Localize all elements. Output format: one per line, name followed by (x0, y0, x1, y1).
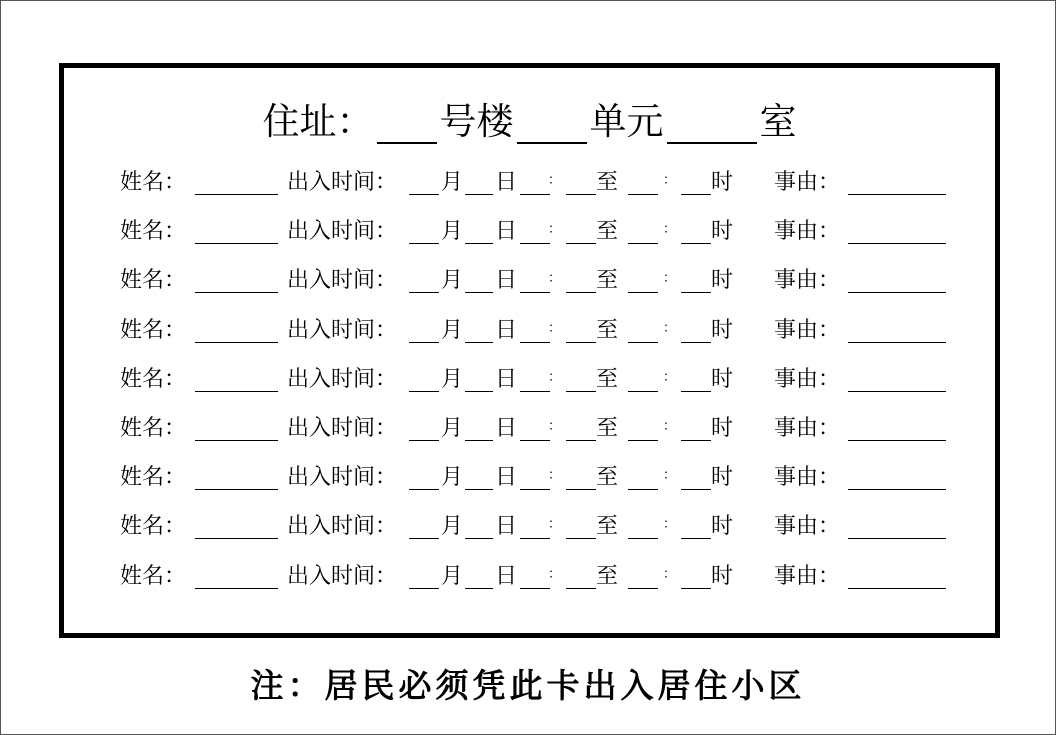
end-minute-blank[interactable] (681, 588, 711, 589)
start-minute-blank[interactable] (566, 194, 596, 195)
name-label: 姓名： (120, 366, 187, 392)
room-label: 室 (759, 100, 797, 143)
name-blank[interactable] (195, 489, 278, 490)
address-title (64, 96, 995, 144)
start-minute-blank[interactable] (566, 243, 596, 244)
entry-row (120, 266, 950, 296)
day-label: 日 (495, 514, 518, 540)
to-label: 至 (596, 170, 619, 195)
name-label: 姓名： (120, 416, 187, 441)
entry-row (120, 512, 950, 542)
month-label: 月 (441, 416, 464, 441)
entry-row (120, 562, 950, 592)
unit-blank[interactable] (517, 108, 587, 144)
end-hour-blank[interactable] (628, 292, 658, 293)
time-label: 出入时间： (287, 219, 398, 245)
end-minute-blank[interactable] (681, 342, 711, 343)
name-label: 姓名： (120, 563, 187, 589)
month-label: 月 (441, 366, 464, 392)
entry-row (120, 168, 950, 198)
entry-row (120, 365, 950, 395)
day-label: 日 (495, 416, 518, 441)
hour-label: 时 (711, 563, 734, 589)
end-minute-blank[interactable] (681, 489, 711, 490)
reason-label: 事由： (774, 416, 841, 441)
reason-blank[interactable] (848, 489, 946, 490)
day-blank[interactable] (465, 440, 493, 441)
hour-label: 时 (711, 465, 734, 491)
month-blank[interactable] (409, 588, 439, 589)
start-hour-blank[interactable] (520, 391, 550, 392)
start-minute-blank[interactable] (566, 292, 596, 293)
start-hour-blank[interactable] (520, 440, 550, 441)
month-blank[interactable] (409, 292, 439, 293)
month-label: 月 (441, 268, 464, 294)
day-blank[interactable] (465, 292, 493, 293)
hour-label: 时 (711, 366, 734, 392)
end-minute-blank[interactable] (681, 194, 711, 195)
reason-label: 事由： (774, 465, 841, 491)
reason-blank[interactable] (848, 391, 946, 392)
start-minute-blank[interactable] (566, 588, 596, 589)
end-minute-blank[interactable] (681, 243, 711, 244)
start-minute-blank[interactable] (566, 440, 596, 441)
month-blank[interactable] (409, 391, 439, 392)
reason-blank[interactable] (848, 588, 946, 589)
end-hour-blank[interactable] (628, 489, 658, 490)
reason-label: 事由： (774, 317, 841, 343)
reason-label: 事由： (774, 514, 841, 540)
end-minute-blank[interactable] (681, 391, 711, 392)
month-blank[interactable] (409, 194, 439, 195)
entry-row (120, 463, 950, 493)
reason-blank[interactable] (848, 292, 946, 293)
day-blank[interactable] (465, 194, 493, 195)
end-minute-blank[interactable] (681, 292, 711, 293)
colon-label: ： (548, 468, 562, 484)
to-label: 至 (596, 563, 619, 589)
to-label: 至 (596, 219, 619, 245)
reason-blank[interactable] (848, 342, 946, 343)
name-blank[interactable] (195, 440, 278, 441)
start-hour-blank[interactable] (520, 588, 550, 589)
time-label: 出入时间： (287, 317, 398, 343)
colon-label: ： (548, 419, 562, 434)
end-hour-blank[interactable] (628, 538, 658, 539)
building-label: 号楼 (439, 100, 514, 143)
reason-blank[interactable] (848, 243, 946, 244)
name-blank[interactable] (195, 538, 278, 539)
unit-label: 单元 (589, 100, 664, 143)
name-label: 姓名： (120, 514, 187, 540)
name-label: 姓名： (120, 170, 187, 195)
start-minute-blank[interactable] (566, 489, 596, 490)
end-hour-blank[interactable] (628, 588, 658, 589)
day-label: 日 (495, 563, 518, 589)
month-label: 月 (441, 317, 464, 343)
name-blank[interactable] (195, 391, 278, 392)
day-label: 日 (495, 317, 518, 343)
start-minute-blank[interactable] (566, 538, 596, 539)
building-blank[interactable] (377, 108, 437, 144)
colon-label: ： (663, 369, 677, 385)
start-hour-blank[interactable] (520, 489, 550, 490)
start-hour-blank[interactable] (520, 243, 550, 244)
month-blank[interactable] (409, 489, 439, 490)
day-blank[interactable] (465, 243, 493, 244)
colon-label: ： (663, 173, 677, 188)
time-label: 出入时间： (287, 268, 398, 294)
start-hour-blank[interactable] (520, 342, 550, 343)
hour-label: 时 (711, 268, 734, 294)
time-label: 出入时间： (287, 514, 398, 540)
entry-row (120, 414, 950, 444)
reason-blank[interactable] (848, 538, 946, 539)
colon-label: ： (548, 173, 562, 188)
name-label: 姓名： (120, 268, 187, 294)
colon-label: ： (548, 222, 562, 238)
day-label: 日 (495, 219, 518, 245)
colon-label: ： (663, 468, 677, 484)
room-blank[interactable] (667, 108, 757, 144)
name-label: 姓名： (120, 317, 187, 343)
colon-label: ： (663, 320, 677, 336)
end-minute-blank[interactable] (681, 440, 711, 441)
colon-label: ： (548, 566, 562, 582)
name-blank[interactable] (195, 243, 278, 244)
month-blank[interactable] (409, 243, 439, 244)
name-label: 姓名： (120, 465, 187, 491)
month-blank[interactable] (409, 342, 439, 343)
colon-label: ： (548, 369, 562, 385)
day-blank[interactable] (465, 342, 493, 343)
hour-label: 时 (711, 317, 734, 343)
day-label: 日 (495, 268, 518, 294)
registration-card (59, 63, 1000, 638)
reason-label: 事由： (774, 170, 841, 195)
reason-label: 事由： (774, 268, 841, 294)
time-label: 出入时间： (287, 465, 398, 491)
to-label: 至 (596, 465, 619, 491)
hour-label: 时 (711, 170, 734, 195)
time-label: 出入时间： (287, 416, 398, 441)
day-blank[interactable] (465, 391, 493, 392)
entry-row (120, 316, 950, 346)
day-blank[interactable] (465, 489, 493, 490)
to-label: 至 (596, 416, 619, 441)
to-label: 至 (596, 366, 619, 392)
colon-label: ： (548, 517, 562, 533)
month-label: 月 (441, 465, 464, 491)
month-label: 月 (441, 514, 464, 540)
time-label: 出入时间： (287, 366, 398, 392)
colon-label: ： (663, 222, 677, 238)
name-blank[interactable] (195, 588, 278, 589)
hour-label: 时 (711, 416, 734, 441)
time-label: 出入时间： (287, 170, 398, 195)
entry-row (120, 217, 950, 247)
reason-label: 事由： (774, 366, 841, 392)
day-label: 日 (495, 170, 518, 195)
hour-label: 时 (711, 219, 734, 245)
reason-label: 事由： (774, 219, 841, 245)
month-label: 月 (441, 563, 464, 589)
colon-label: ： (663, 566, 677, 582)
colon-label: ： (663, 517, 677, 533)
start-hour-blank[interactable] (520, 292, 550, 293)
day-label: 日 (495, 366, 518, 392)
colon-label: ： (548, 271, 562, 287)
end-minute-blank[interactable] (681, 538, 711, 539)
colon-label: ： (663, 419, 677, 434)
end-hour-blank[interactable] (628, 440, 658, 441)
colon-label: ： (663, 271, 677, 287)
time-label: 出入时间： (287, 563, 398, 589)
to-label: 至 (596, 317, 619, 343)
name-blank[interactable] (195, 342, 278, 343)
end-hour-blank[interactable] (628, 342, 658, 343)
day-label: 日 (495, 465, 518, 491)
start-hour-blank[interactable] (520, 538, 550, 539)
start-minute-blank[interactable] (566, 391, 596, 392)
address-label: 住址： (262, 100, 374, 143)
end-hour-blank[interactable] (628, 194, 658, 195)
day-blank[interactable] (465, 538, 493, 539)
name-label: 姓名： (120, 219, 187, 245)
start-hour-blank[interactable] (520, 194, 550, 195)
to-label: 至 (596, 268, 619, 294)
reason-label: 事由： (774, 563, 841, 589)
end-hour-blank[interactable] (628, 243, 658, 244)
hour-label: 时 (711, 514, 734, 540)
to-label: 至 (596, 514, 619, 540)
day-blank[interactable] (465, 588, 493, 589)
reason-blank[interactable] (848, 440, 946, 441)
name-blank[interactable] (195, 292, 278, 293)
reason-blank[interactable] (848, 194, 946, 195)
month-label: 月 (441, 219, 464, 245)
month-label: 月 (441, 170, 464, 195)
footer-note: 注：居民必须凭此卡出入居住小区 (250, 666, 806, 705)
month-blank[interactable] (409, 440, 439, 441)
colon-label: ： (548, 320, 562, 336)
start-minute-blank[interactable] (566, 342, 596, 343)
month-blank[interactable] (409, 538, 439, 539)
name-blank[interactable] (195, 194, 278, 195)
end-hour-blank[interactable] (628, 391, 658, 392)
